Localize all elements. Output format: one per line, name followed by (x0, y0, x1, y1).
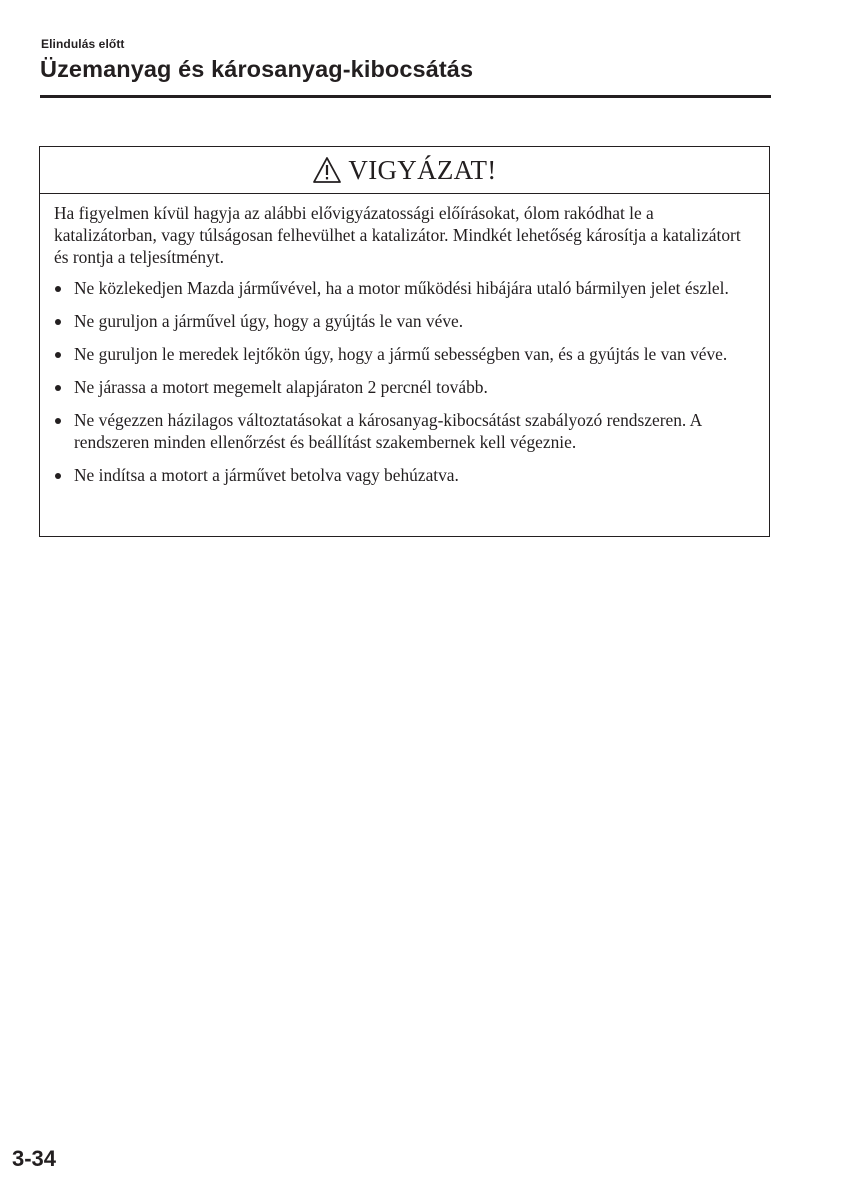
caution-title: VIGYÁZAT! (348, 154, 497, 185)
caution-list (54, 277, 759, 486)
caution-box (39, 146, 770, 537)
list-item-text: Ne végezzen házilagos változtatásokat a károsanyag-kibocsátást szabályozó rendszeren. A rendszeren minden ellenőrzést és beállítást szakembernek kell végeznie. (74, 410, 702, 452)
page-number: 3-34 (12, 1146, 57, 1171)
title-divider (40, 95, 771, 98)
bullet-icon (55, 286, 61, 292)
caution-intro: Ha figyelmen kívül hagyja az alábbi elővigyázatossági előírásokat, ólom rakódhat le a katalizátorban, vagy túlságosan felhevülhet a katalizátor. Mindkét lehetőség károsítja a katalizátort és rontja a teljesítményt. (54, 203, 741, 267)
list-item-text: Ne járassa a motort megemelt alapjáraton 2 percnél tovább. (74, 377, 488, 397)
list-item (54, 464, 759, 486)
page-title: Üzemanyag és károsanyag-kibocsátás (40, 56, 474, 82)
bullet-icon (55, 352, 61, 358)
bullet-icon (55, 418, 61, 424)
bullet-icon (55, 473, 61, 479)
warning-triangle-icon (312, 156, 342, 184)
section-label: Elindulás előtt (41, 37, 125, 51)
list-item (54, 310, 759, 332)
list-item (54, 376, 759, 398)
list-item-text: Ne guruljon a járművel úgy, hogy a gyújtás le van véve. (74, 311, 464, 331)
list-item (54, 277, 759, 299)
list-item-text: Ne guruljon le meredek lejtőkön úgy, hogy a jármű sebességben van, és a gyújtás le van véve. (74, 344, 728, 364)
list-item-text: Ne közlekedjen Mazda járművével, ha a motor működési hibájára utaló bármilyen jelet észlel. (74, 278, 729, 298)
list-item (54, 409, 759, 453)
bullet-icon (55, 385, 61, 391)
caution-body (40, 194, 769, 486)
bullet-icon (55, 319, 61, 325)
list-item-text: Ne indítsa a motort a járművet betolva vagy behúzatva. (74, 465, 459, 485)
list-item (54, 343, 759, 365)
caution-header (40, 147, 769, 194)
